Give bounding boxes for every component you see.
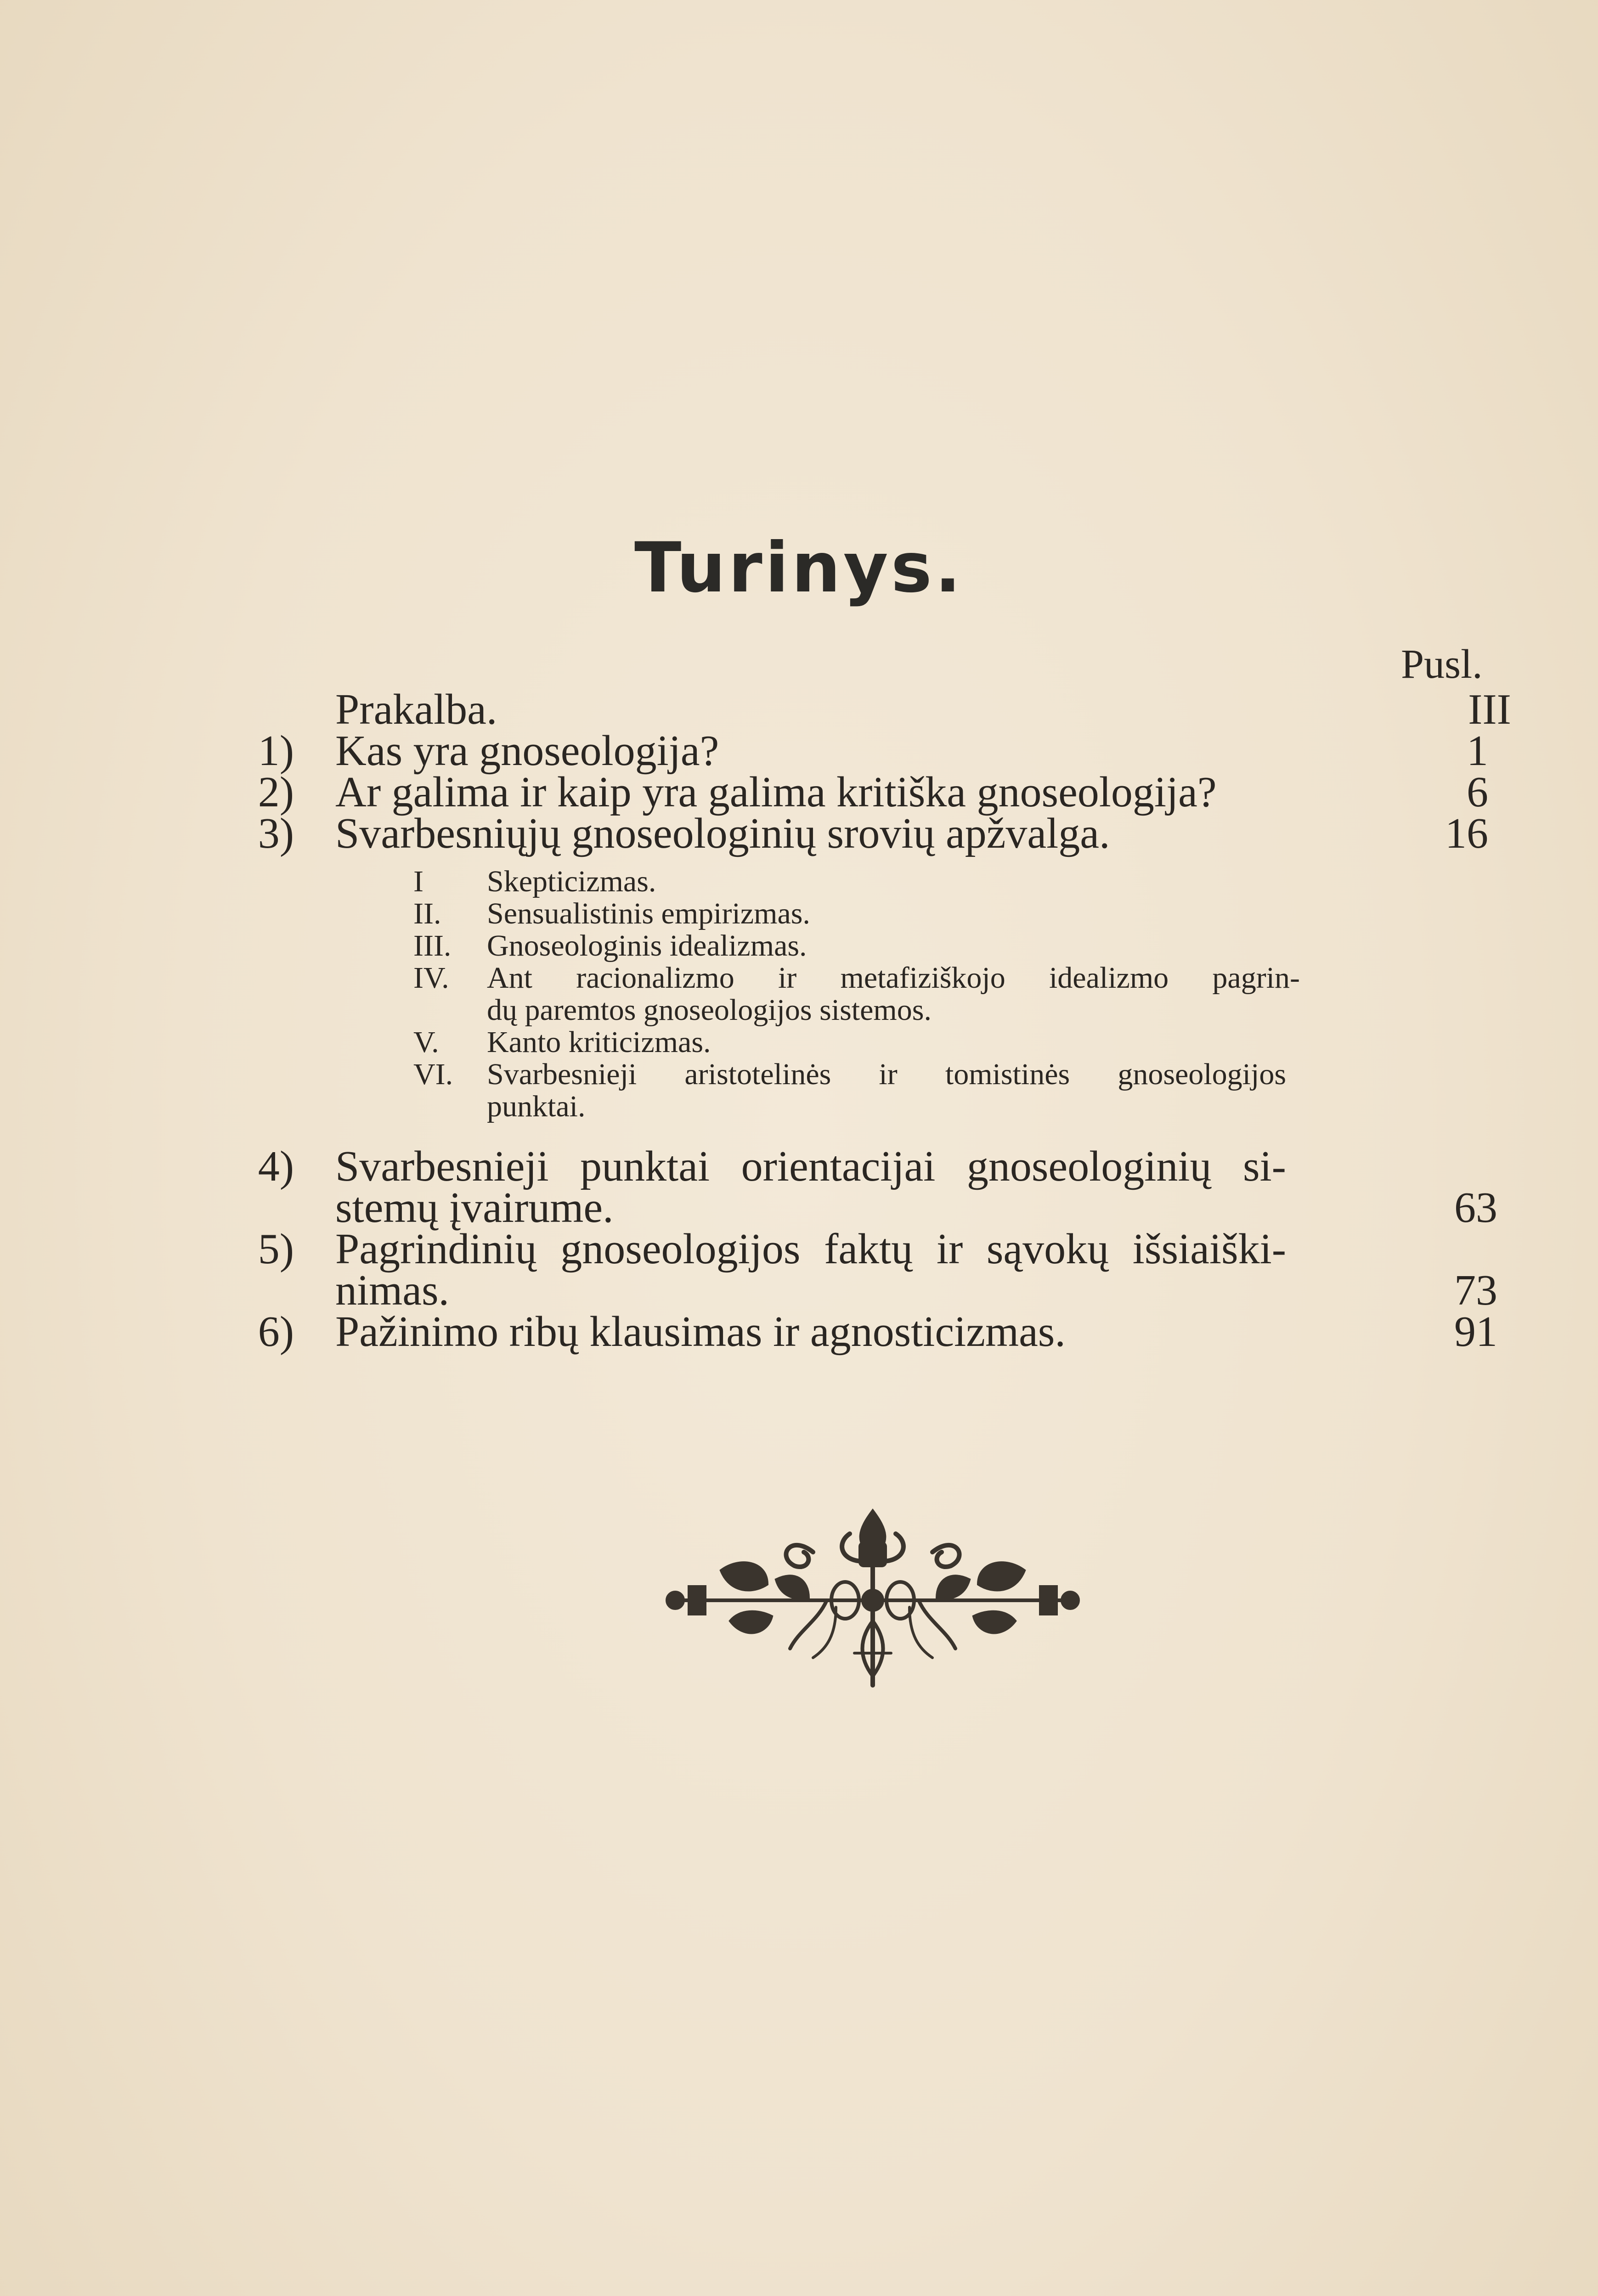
- toc-sub-entry: [0, 1058, 1598, 1123]
- floral-ornament-icon: [661, 1502, 1084, 1694]
- toc-sub-number: III.: [413, 929, 452, 962]
- toc-entry-text: Pagrindinių gnoseologijos faktų ir sąvokų išsiaiški-: [335, 1225, 1286, 1273]
- toc-entry-text: Svarbesniųjų gnoseologinių srovių apžvalga.: [335, 810, 1110, 857]
- toc-entry-text: Prakalba.: [335, 686, 497, 733]
- toc-sub-text: Sensualistinis empirizmas.: [487, 897, 810, 930]
- toc-entry-page: 91: [1454, 1308, 1497, 1356]
- toc-sub-text: Kanto kriticizmas.: [487, 1025, 711, 1059]
- toc-entry: [0, 810, 1598, 856]
- toc-entry-number: 2): [258, 768, 294, 816]
- toc-sub-number: V.: [413, 1025, 439, 1059]
- toc-entry: [0, 687, 1598, 732]
- toc-sub-entry: [0, 866, 1598, 898]
- toc-entry-text: Kas yra gnoseologija?: [335, 727, 719, 775]
- toc-sub-text: dų paremtos gnoseologijos sistemos.: [487, 993, 932, 1027]
- page-title: Turinys.: [634, 528, 964, 608]
- toc-entry-page: III: [1468, 686, 1511, 733]
- toc-entry-number: 1): [258, 727, 294, 775]
- toc-sub-entry: [0, 962, 1598, 1026]
- toc-entry-text: nimas.: [335, 1266, 450, 1314]
- toc-entry-page: 63: [1454, 1184, 1497, 1232]
- toc-entry: [0, 769, 1598, 815]
- toc-sub-text: Skepticizmas.: [487, 865, 656, 898]
- toc-entry-number: 4): [258, 1142, 294, 1190]
- toc-sub-text: Svarbesnieji aristotelinės ir tomistinės gnoseologijos: [487, 1058, 1286, 1091]
- toc-sub-number: IV.: [413, 961, 449, 995]
- toc-sub-number: VI.: [413, 1058, 453, 1091]
- toc-entry-text: Pažinimo ribų klausimas ir agnosticizmas.: [335, 1308, 1066, 1356]
- toc-entry-page: 73: [1454, 1266, 1497, 1314]
- page-column-label: Pusl.: [1401, 642, 1483, 687]
- toc-sub-entry: [0, 1026, 1598, 1058]
- toc-entry-page: 16: [1445, 810, 1488, 857]
- toc-entry-text: stemų įvairume.: [335, 1184, 614, 1232]
- toc-entry: [0, 1309, 1598, 1355]
- toc-entry-number: 3): [258, 810, 294, 857]
- toc-entry: [0, 1226, 1598, 1318]
- toc-sub-text: Ant racionalizmo ir metafiziškojo idealizmo pagrin-: [487, 961, 1300, 995]
- toc-entry-text: Ar galima ir kaip yra galima kritiška gnoseologija?: [335, 768, 1217, 816]
- toc-entry-page: 1: [1467, 727, 1488, 775]
- toc-sub-entry: [0, 898, 1598, 930]
- toc-sub-text: Gnoseologinis idealizmas.: [487, 929, 807, 962]
- toc-entry-page: 6: [1467, 768, 1488, 816]
- toc-sub-number: II.: [413, 897, 441, 930]
- toc-sub-text: punktai.: [487, 1090, 586, 1123]
- toc-entry-number: 6): [258, 1308, 294, 1356]
- toc-sub-number: I: [413, 865, 423, 898]
- toc-entry-text: Svarbesnieji punktai orientacijai gnoseologinių si-: [335, 1142, 1286, 1190]
- toc-sub-entry: [0, 930, 1598, 962]
- toc-entry: [0, 1143, 1598, 1235]
- toc-entry-number: 5): [258, 1225, 294, 1273]
- toc-entry: [0, 728, 1598, 774]
